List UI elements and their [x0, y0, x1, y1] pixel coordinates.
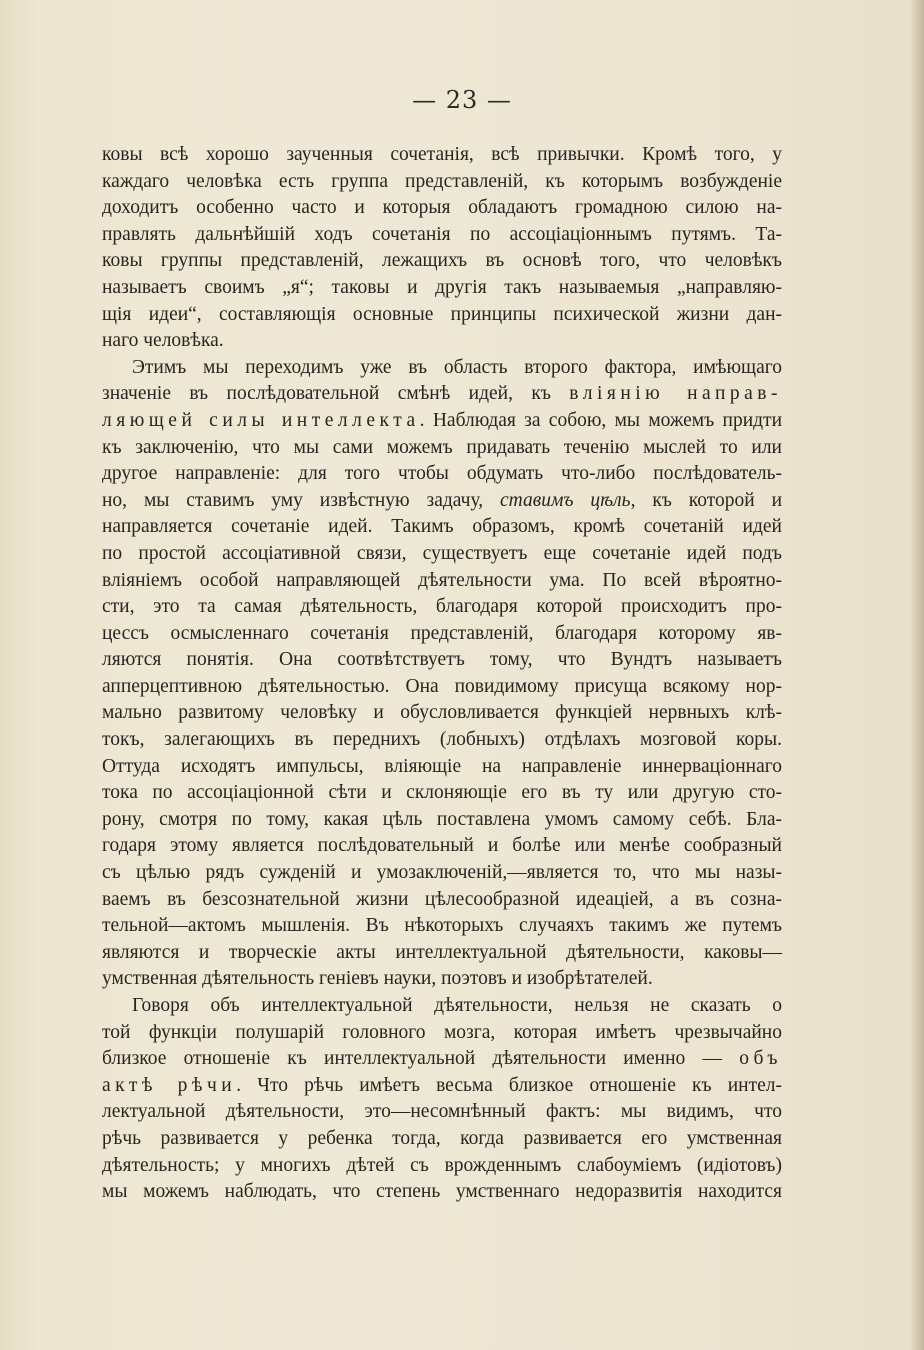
- text-line: апперцептивною дѣятельностью. Она повидимому присуща всякому нор-: [102, 675, 782, 697]
- body-text: [102, 142, 782, 1206]
- text-line: съ цѣлью рядъ сужденій и умозаключеній,—является то, что мы назы-: [102, 862, 782, 884]
- text-line: направляется сочетаніе идей. Такимъ образомъ, кромѣ сочетаній идей: [102, 516, 782, 538]
- text-line: ляются понятія. Она соотвѣтствуетъ тому, что Вундтъ называетъ: [102, 649, 782, 671]
- text-line: по простой ассоціативной связи, существуетъ еще сочетаніе идей подъ: [102, 542, 782, 564]
- text-line: другое направленіе: для того чтобы обдумать что-либо послѣдователь-: [102, 463, 782, 485]
- text-line: [102, 1046, 782, 1073]
- text-line: Этимъ мы переходимъ уже въ область второго фактора, имѣющаго: [132, 356, 782, 378]
- text-line: мы можемъ наблюдать, что степень умственнаго недоразвитія находится: [102, 1181, 782, 1203]
- text-line: правлять дальнѣйшій ходъ сочетанія по ассоціаціоннымъ путямъ. Та-: [102, 223, 782, 245]
- text-line: каждаго человѣка есть группа представленій, къ которымъ возбужденіе: [102, 170, 782, 192]
- text-line: [102, 1073, 782, 1100]
- text-line: дѣятельность; у многихъ дѣтей съ врожденнымъ слабоуміемъ (идіотовъ): [102, 1154, 782, 1176]
- text-line: лектуальной дѣятельности, это—несомнѣнный фактъ: мы видимъ, что: [102, 1101, 782, 1123]
- text-line: мально развитому человѣку и обусловливается функціей нервныхъ клѣ-: [102, 702, 782, 724]
- text-line: наго человѣка.: [102, 330, 224, 352]
- text-line: цессъ осмысленнаго сочетанія представленій, благодаря которому яв-: [102, 622, 782, 644]
- text-line: той функціи полушарій головного мозга, которая имѣетъ чрезвычайно: [102, 1021, 782, 1043]
- page-number: — 23 —: [412, 86, 512, 114]
- text-line: умственная дѣятельность геніевъ науки, поэтовъ и изобрѣтателей.: [102, 968, 653, 990]
- text-line: тельной—актомъ мышленія. Въ нѣкоторыхъ случаяхъ такимъ же путемъ: [102, 915, 782, 937]
- text-line: къ заключенію, что мы сами можемъ придавать теченію мыслей то или: [102, 436, 782, 458]
- text-line: сти, это та самая дѣятельность, благодаря которой происходитъ про-: [102, 596, 782, 618]
- emphasis-spaced: вліянію направ-: [569, 383, 782, 405]
- text-line: являются и творческіе акты интеллектуальной дѣятельности, каковы—: [102, 941, 782, 963]
- text-line: [102, 408, 782, 435]
- text-line: ковы группы представленій, лежащихъ въ основѣ того, что человѣкъ: [102, 250, 782, 272]
- text-line: вліяніемъ особой направляющей дѣятельности ума. По всей вѣроятно-: [102, 569, 782, 591]
- text-line: щія идеи“, составляющія основные принципы психической жизни дан-: [102, 303, 782, 325]
- text-line: [102, 381, 782, 408]
- emphasis-spaced: актѣ рѣчи: [102, 1074, 237, 1096]
- text-span: но, мы ставимъ уму извѣстную задачу,: [102, 489, 484, 511]
- text-line: ваемъ въ безсознательной жизни цѣлесообразной идеаціей, а въ созна-: [102, 888, 782, 910]
- text-line: токъ, залегающихъ въ переднихъ (лобныхъ) отдѣлахъ мозговой коры.: [102, 729, 782, 751]
- text-line: рону, смотря по тому, какая цѣль поставлена умомъ самому себѣ. Бла-: [102, 808, 782, 830]
- emphasis-spaced: ляющей силы интеллекта: [102, 409, 420, 431]
- text-line: называетъ своимъ „я“; таковы и другія такъ называемыя „направляю-: [102, 276, 782, 298]
- page-edge-shadow: [910, 0, 924, 1350]
- text-line: ковы всѣ хорошо заученныя сочетанія, всѣ привычки. Кромѣ того, у: [102, 144, 782, 165]
- text-line: тока по ассоціаціонной сѣти и склоняющіе его въ ту или другую сто-: [102, 782, 782, 804]
- text-line: [102, 488, 782, 515]
- text-span: значеніе въ послѣдовательной смѣнѣ идей, къ: [102, 383, 551, 405]
- text-line: рѣчь развивается у ребенка тогда, когда развивается его умственная: [102, 1127, 782, 1149]
- text-line: доходитъ особенно часто и которыя обладаютъ громадною силою на-: [102, 197, 782, 219]
- emphasis-italic: ставимъ цѣль: [500, 489, 631, 511]
- text-span: . Наблюдая за собою, мы можемъ придти: [419, 409, 783, 431]
- text-span: , къ которой и: [630, 489, 783, 511]
- text-line: Оттуда исходятъ импульсы, вліяющіе на направленіе иннерваціоннаго: [102, 755, 782, 777]
- text-line: Говоря объ интеллектуальной дѣятельности, нельзя не сказать о: [132, 995, 782, 1016]
- text-span: . Что рѣчь имѣетъ весьма близкое отношеніе къ интел-: [236, 1074, 783, 1096]
- text-span: близкое отношеніе къ интеллектуальной дѣятельности именно —: [102, 1048, 722, 1070]
- emphasis-spaced: объ: [739, 1048, 782, 1070]
- text-line: годаря этому является послѣдовательный и болѣе или менѣе сообразный: [102, 835, 782, 857]
